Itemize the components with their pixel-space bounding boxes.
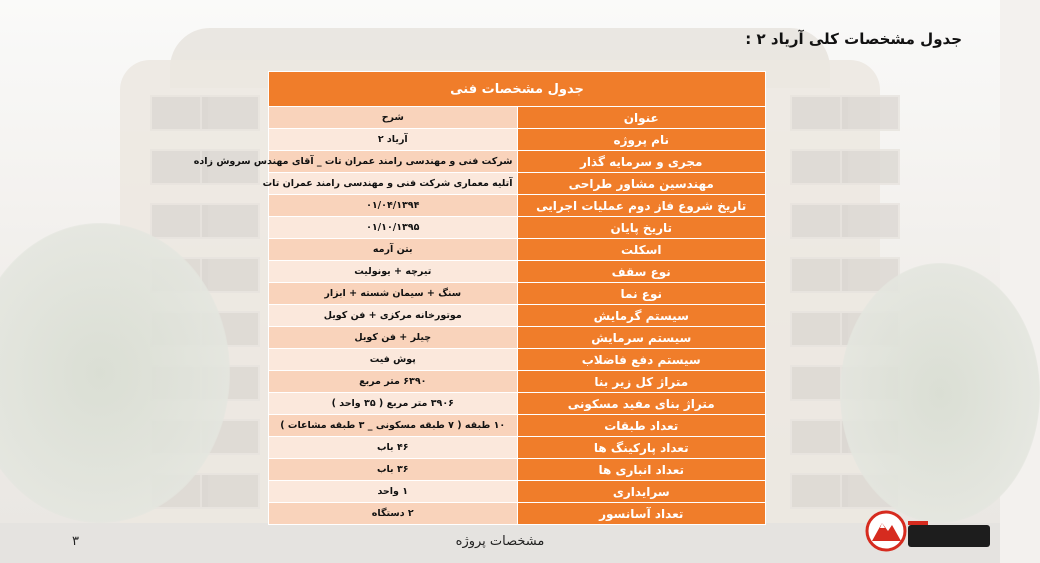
- row-value: ۳۹۰۶ متر مربع ( ۳۵ واحد ): [269, 393, 518, 415]
- row-value: تیرچه + یونولیت: [269, 261, 518, 283]
- table-row: [269, 393, 766, 415]
- row-value: ۰۱/۰۴/۱۳۹۴: [269, 195, 518, 217]
- row-value: ۶۳۹۰ متر مربع: [269, 371, 518, 393]
- row-value: ۱ واحد: [269, 481, 518, 503]
- row-value: ۲ دستگاه: [269, 503, 518, 525]
- table-row: [269, 195, 766, 217]
- row-value: پوش فیت: [269, 349, 518, 371]
- row-label: تعداد پارکینگ ها: [517, 437, 766, 459]
- table-row: [269, 261, 766, 283]
- row-value: ۳۶ باب: [269, 459, 518, 481]
- row-label: عنوان: [517, 107, 766, 129]
- row-value: ۴۶ باب: [269, 437, 518, 459]
- page-title: جدول مشخصات کلی آریاد ۲ :: [745, 30, 962, 48]
- row-label: سیستم دفع فاضلاب: [517, 349, 766, 371]
- table-row: [269, 239, 766, 261]
- row-label: نوع سقف: [517, 261, 766, 283]
- row-value: چیلر + فن کویل: [269, 327, 518, 349]
- row-value: بتن آرمه: [269, 239, 518, 261]
- row-value: آتلیه معماری شرکت فنی و مهندسی رامند عمران تات: [269, 173, 518, 195]
- row-label: سیستم سرمایش: [517, 327, 766, 349]
- table-row: [269, 437, 766, 459]
- table-row: [269, 459, 766, 481]
- row-label: تاریخ پایان: [517, 217, 766, 239]
- table-row: [269, 415, 766, 437]
- row-label: تاریخ شروع فاز دوم عملیات اجرایی: [517, 195, 766, 217]
- row-label: سیستم گرمایش: [517, 305, 766, 327]
- row-label: سرایداری: [517, 481, 766, 503]
- table-row: [269, 481, 766, 503]
- row-label: تعداد آسانسور: [517, 503, 766, 525]
- table-row: [269, 129, 766, 151]
- row-value: سنگ + سیمان شسته + ابزار: [269, 283, 518, 305]
- row-value: ۰۱/۱۰/۱۳۹۵: [269, 217, 518, 239]
- row-label: متراژ کل زیر بنا: [517, 371, 766, 393]
- table-title: جدول مشخصات فنی: [269, 72, 766, 107]
- row-label: مهندسین مشاور طراحی: [517, 173, 766, 195]
- table-row: [269, 503, 766, 525]
- table-row: [269, 151, 766, 173]
- row-label: تعداد انباری ها: [517, 459, 766, 481]
- row-value: موتورخانه مرکزی + فن کویل: [269, 305, 518, 327]
- row-value: ۱۰ طبقه ( ۷ طبقه مسکونی _ ۳ طبقه مشاعات ): [269, 415, 518, 437]
- row-label: اسکلت: [517, 239, 766, 261]
- logo-mountain-icon: [864, 507, 994, 557]
- row-label: نوع نما: [517, 283, 766, 305]
- technical-spec-table: [193, 71, 766, 525]
- row-value: شرکت فنی و مهندسی رامند عمران تات _ آقای مهندس سروش زاده: [269, 151, 518, 173]
- row-value: شرح: [269, 107, 518, 129]
- table-row: [269, 107, 766, 129]
- table-row: [269, 173, 766, 195]
- table-row: [269, 305, 766, 327]
- row-label: مجری و سرمایه گذار: [517, 151, 766, 173]
- table-row: [269, 283, 766, 305]
- row-value: آریاد ۲: [269, 129, 518, 151]
- table-row: [269, 327, 766, 349]
- row-label: نام پروژه: [517, 129, 766, 151]
- row-label: تعداد طبقات: [517, 415, 766, 437]
- footer-title: مشخصات پروژه: [455, 534, 545, 549]
- table-row: [269, 349, 766, 371]
- table-row: [269, 371, 766, 393]
- company-logo: [864, 507, 994, 557]
- table-row: [269, 217, 766, 239]
- row-label: متراژ بنای مفید مسکونی: [517, 393, 766, 415]
- page-number: ۳: [72, 534, 79, 549]
